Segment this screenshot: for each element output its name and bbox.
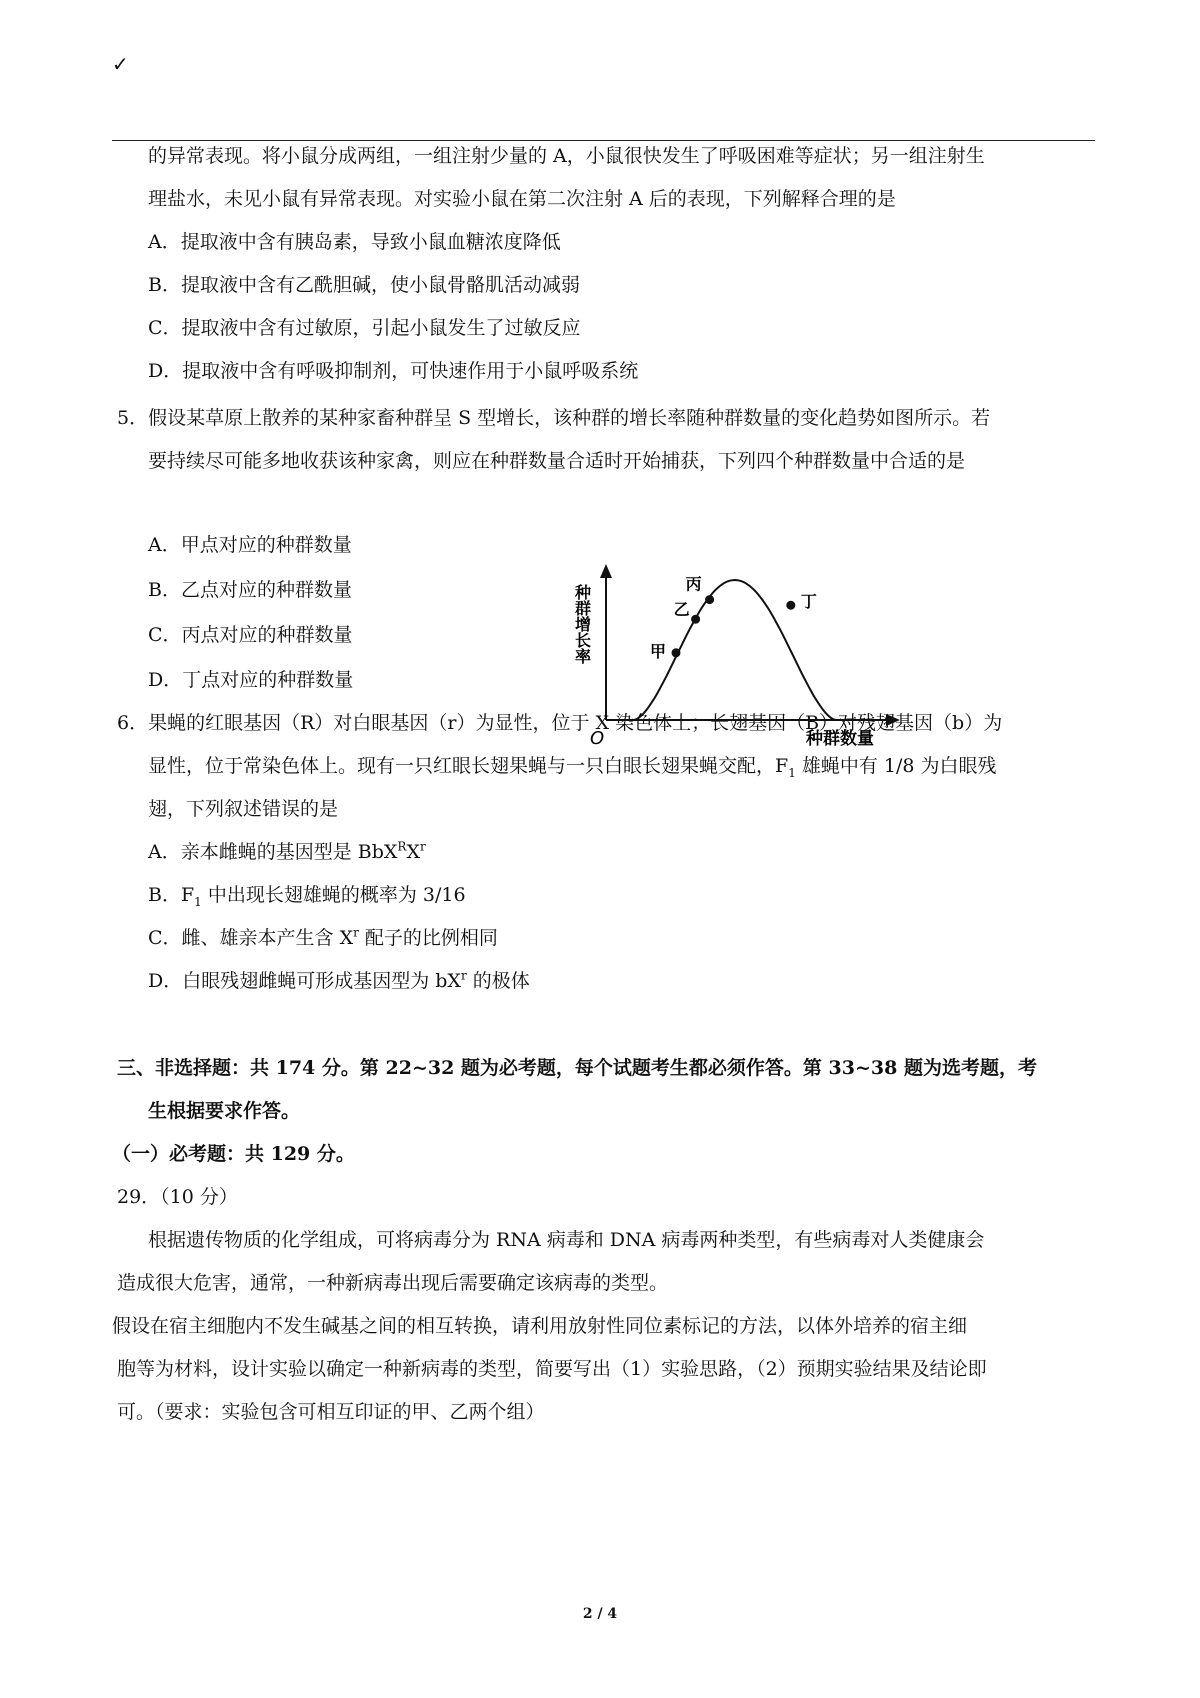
q6-option-c: C．雌、雄亲本产生含 $X^r$ 配子的比例相同 <box>148 925 498 949</box>
y-axis-label: 种群增长率 <box>572 584 592 664</box>
q6-stem-line3: 翅，下列叙述错误的是 <box>148 798 339 820</box>
point-label-4: 丁 <box>800 592 817 612</box>
q4-stem-line2: 理盐水，未见小鼠有异常表现。对实验小鼠在第二次注射 A 后的表现，下列解释合理的是 <box>148 188 896 210</box>
q29-paragraph-line1: 根据遗传物质的化学组成，可将病毒分为 RNA 病毒和 DNA 病毒两种类型，有些病毒对人类健康会 <box>148 1229 985 1251</box>
q6-stem-line2: 显性，位于常染色体上。现有一只红眼长翅果蝇与一只白眼长翅果蝇交配，$F_1$ 雄蝇中有 1/8 为白眼残 <box>148 755 997 780</box>
q29-paragraph-line3: 假设在宿主细胞内不发生碱基之间的相互转换，请利用放射性同位素标记的方法，以体外培养的宿主细 <box>112 1315 968 1337</box>
section3-subheading: （一）必考题：共 129 分。 <box>112 1143 355 1165</box>
point-label-3: 丙 <box>685 574 702 594</box>
section3-heading-line1: 三、非选择题：共 174 分。第 22~32 题为必考题，每个试题考生都必须作答。第 33~38 题为选考题，考 <box>117 1057 1037 1079</box>
q5-stem-line1: 5．假设某草原上散养的某种家畜种群呈 S 型增长，该种群的增长率随种群数量的变化趋势如图所示。若 <box>117 407 991 429</box>
q6-option-a: A．亲本雌蝇的基因型是 $BbX^RX^r$ <box>148 839 426 863</box>
q6-option-b: B．$F_1$ 中出现长翅雄蝇的概率为 3/16 <box>148 884 466 909</box>
point-3 <box>705 595 714 604</box>
point-label-1: 甲 <box>650 641 667 661</box>
y-axis-arrow-icon <box>600 564 612 578</box>
q4-stem-line1: 的异常表现。将小鼠分成两组，一组注射少量的 A，小鼠很快发生了呼吸困难等症状；另一组注射生 <box>148 145 985 167</box>
q5-option-a: A．甲点对应的种群数量 <box>148 534 352 556</box>
checkmark-icon: ✓ <box>112 52 129 76</box>
q29-heading: 29．（10 分） <box>117 1186 238 1208</box>
point-label-2: 乙 <box>673 600 690 620</box>
q29-paragraph-line2: 造成很大危害，通常，一种新病毒出现后需要确定该病毒的类型。 <box>117 1272 669 1294</box>
q4-option-b: B．提取液中含有乙酰胆碱，使小鼠骨骼肌活动减弱 <box>148 274 580 296</box>
q5-stem-line2: 要持续尽可能多地收获该种家禽，则应在种群数量合适时开始捕获，下列四个种群数量中合适的是 <box>148 450 966 472</box>
x-axis-label: 种群数量 <box>806 729 874 749</box>
q29-paragraph-line4: 胞等为材料，设计实验以确定一种新病毒的类型，简要写出（1）实验思路，（2）预期实验结果及结论即 <box>117 1358 987 1380</box>
point-1 <box>672 648 681 657</box>
q4-option-a: A．提取液中含有胰岛素，导致小鼠血糖浓度降低 <box>148 231 561 253</box>
origin-label: O <box>590 728 605 749</box>
q5-option-c: C．丙点对应的种群数量 <box>148 624 353 646</box>
q4-option-c: C．提取液中含有过敏原，引起小鼠发生了过敏反应 <box>148 317 581 339</box>
q5-option-b: B．乙点对应的种群数量 <box>148 579 352 601</box>
q29-paragraph-line5: 可。（要求：实验包含可相互印证的甲、乙两个组） <box>117 1401 545 1423</box>
q4-option-d: D．提取液中含有呼吸抑制剂，可快速作用于小鼠呼吸系统 <box>148 360 639 382</box>
page-number: 2 / 4 <box>582 1606 618 1622</box>
q6-stem-line1: 6．果蝇的红眼基因（R）对白眼基因（r）为显性，位于 X 染色体上；长翅基因（B）对残翅基因（b）为 <box>117 712 1003 734</box>
point-2 <box>691 615 700 624</box>
q5-option-d: D．丁点对应的种群数量 <box>148 669 354 691</box>
section3-heading-line2: 生根据要求作答。 <box>148 1100 301 1122</box>
q6-option-d: D．白眼残翅雌蝇可形成基因型为 $bX^r$ 的极体 <box>148 968 530 992</box>
growth-curve <box>606 580 880 720</box>
point-4 <box>786 601 795 610</box>
header-divider <box>112 140 1095 141</box>
